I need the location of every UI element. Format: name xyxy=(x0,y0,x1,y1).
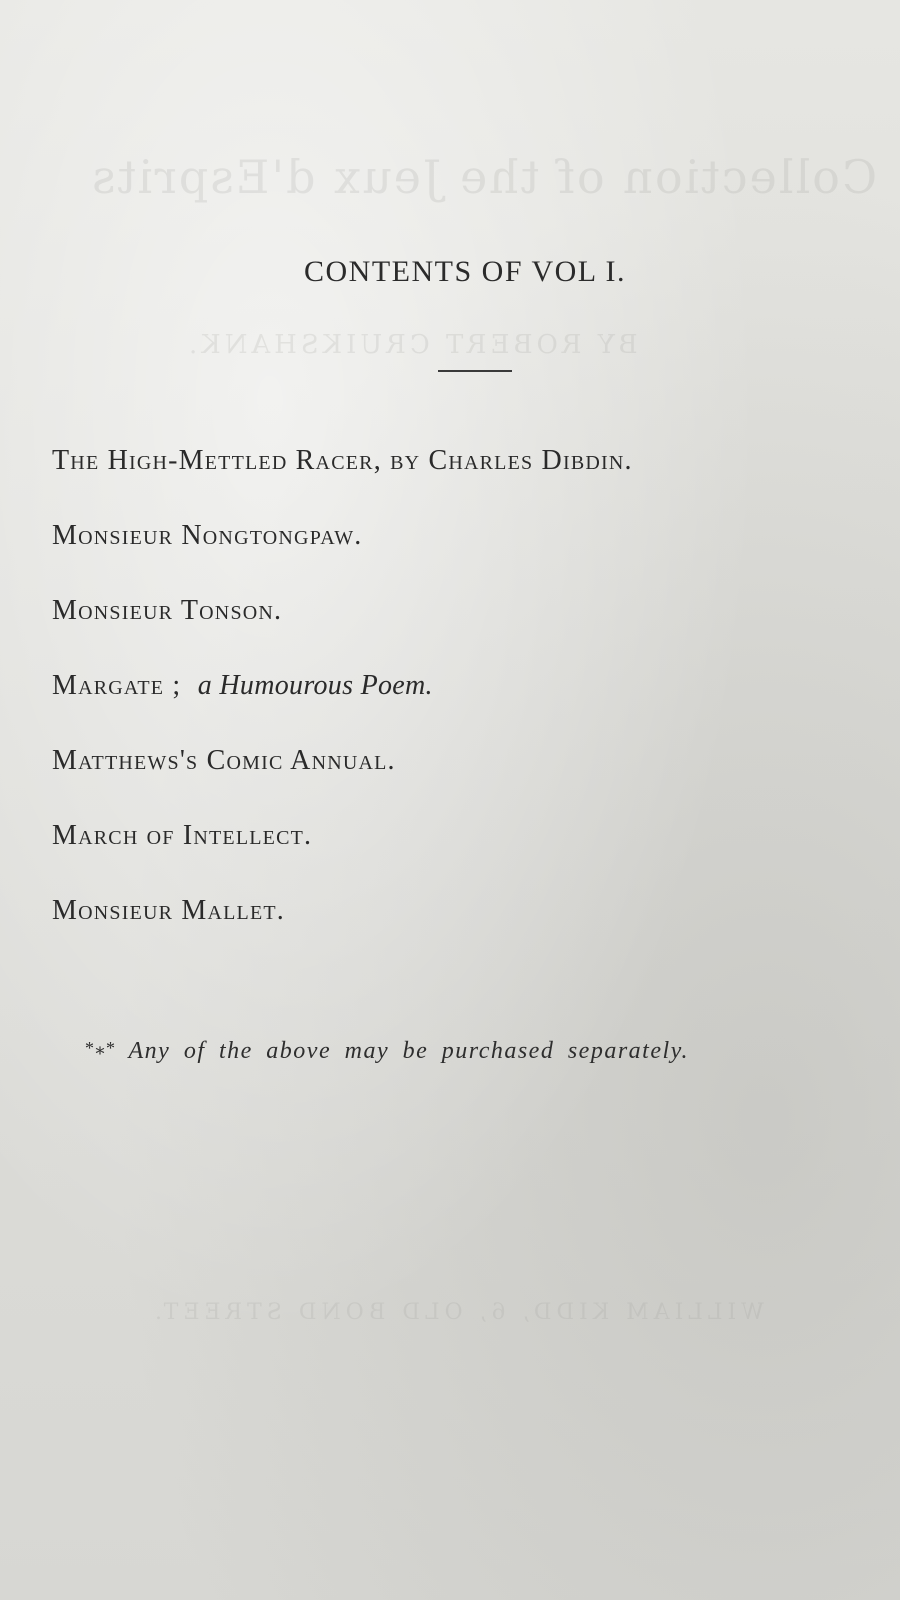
contents-item-title: Monsieur Nongtongpaw. xyxy=(52,520,363,551)
contents-item xyxy=(52,520,633,595)
contents-item xyxy=(52,670,633,745)
purchase-note-text: Any of the above may be purchased separately. xyxy=(128,1038,689,1064)
contents-list xyxy=(52,445,633,970)
asterism-mark: *⁎* xyxy=(85,1038,117,1058)
contents-item-title: Monsieur Mallet. xyxy=(52,895,285,926)
show-through-text: WILLIAM KIDD, 6, OLD BOND STREET. xyxy=(150,1300,764,1325)
show-through-text: Collection of the Jeux d'Esprits xyxy=(90,150,878,204)
contents-item-title: Matthews's Comic Annual. xyxy=(52,745,396,776)
contents-heading: CONTENTS OF VOL I. xyxy=(303,255,626,288)
contents-item-title: Margate ; xyxy=(52,670,182,701)
purchase-note xyxy=(85,1038,689,1065)
contents-item xyxy=(52,895,633,970)
contents-item-title: March of Intellect. xyxy=(52,820,313,851)
contents-item xyxy=(52,445,633,520)
contents-item-subtitle: a Humourous Poem. xyxy=(197,670,433,701)
contents-item xyxy=(52,745,633,820)
heading-rule xyxy=(438,370,512,372)
contents-item-title: The High-Mettled Racer, by Charles Dibdin. xyxy=(52,445,633,476)
contents-item xyxy=(52,820,633,895)
contents-item xyxy=(52,595,633,670)
show-through-text: BY ROBERT CRUIKSHANK. xyxy=(185,330,638,360)
contents-item-title: Monsieur Tonson. xyxy=(52,595,283,626)
